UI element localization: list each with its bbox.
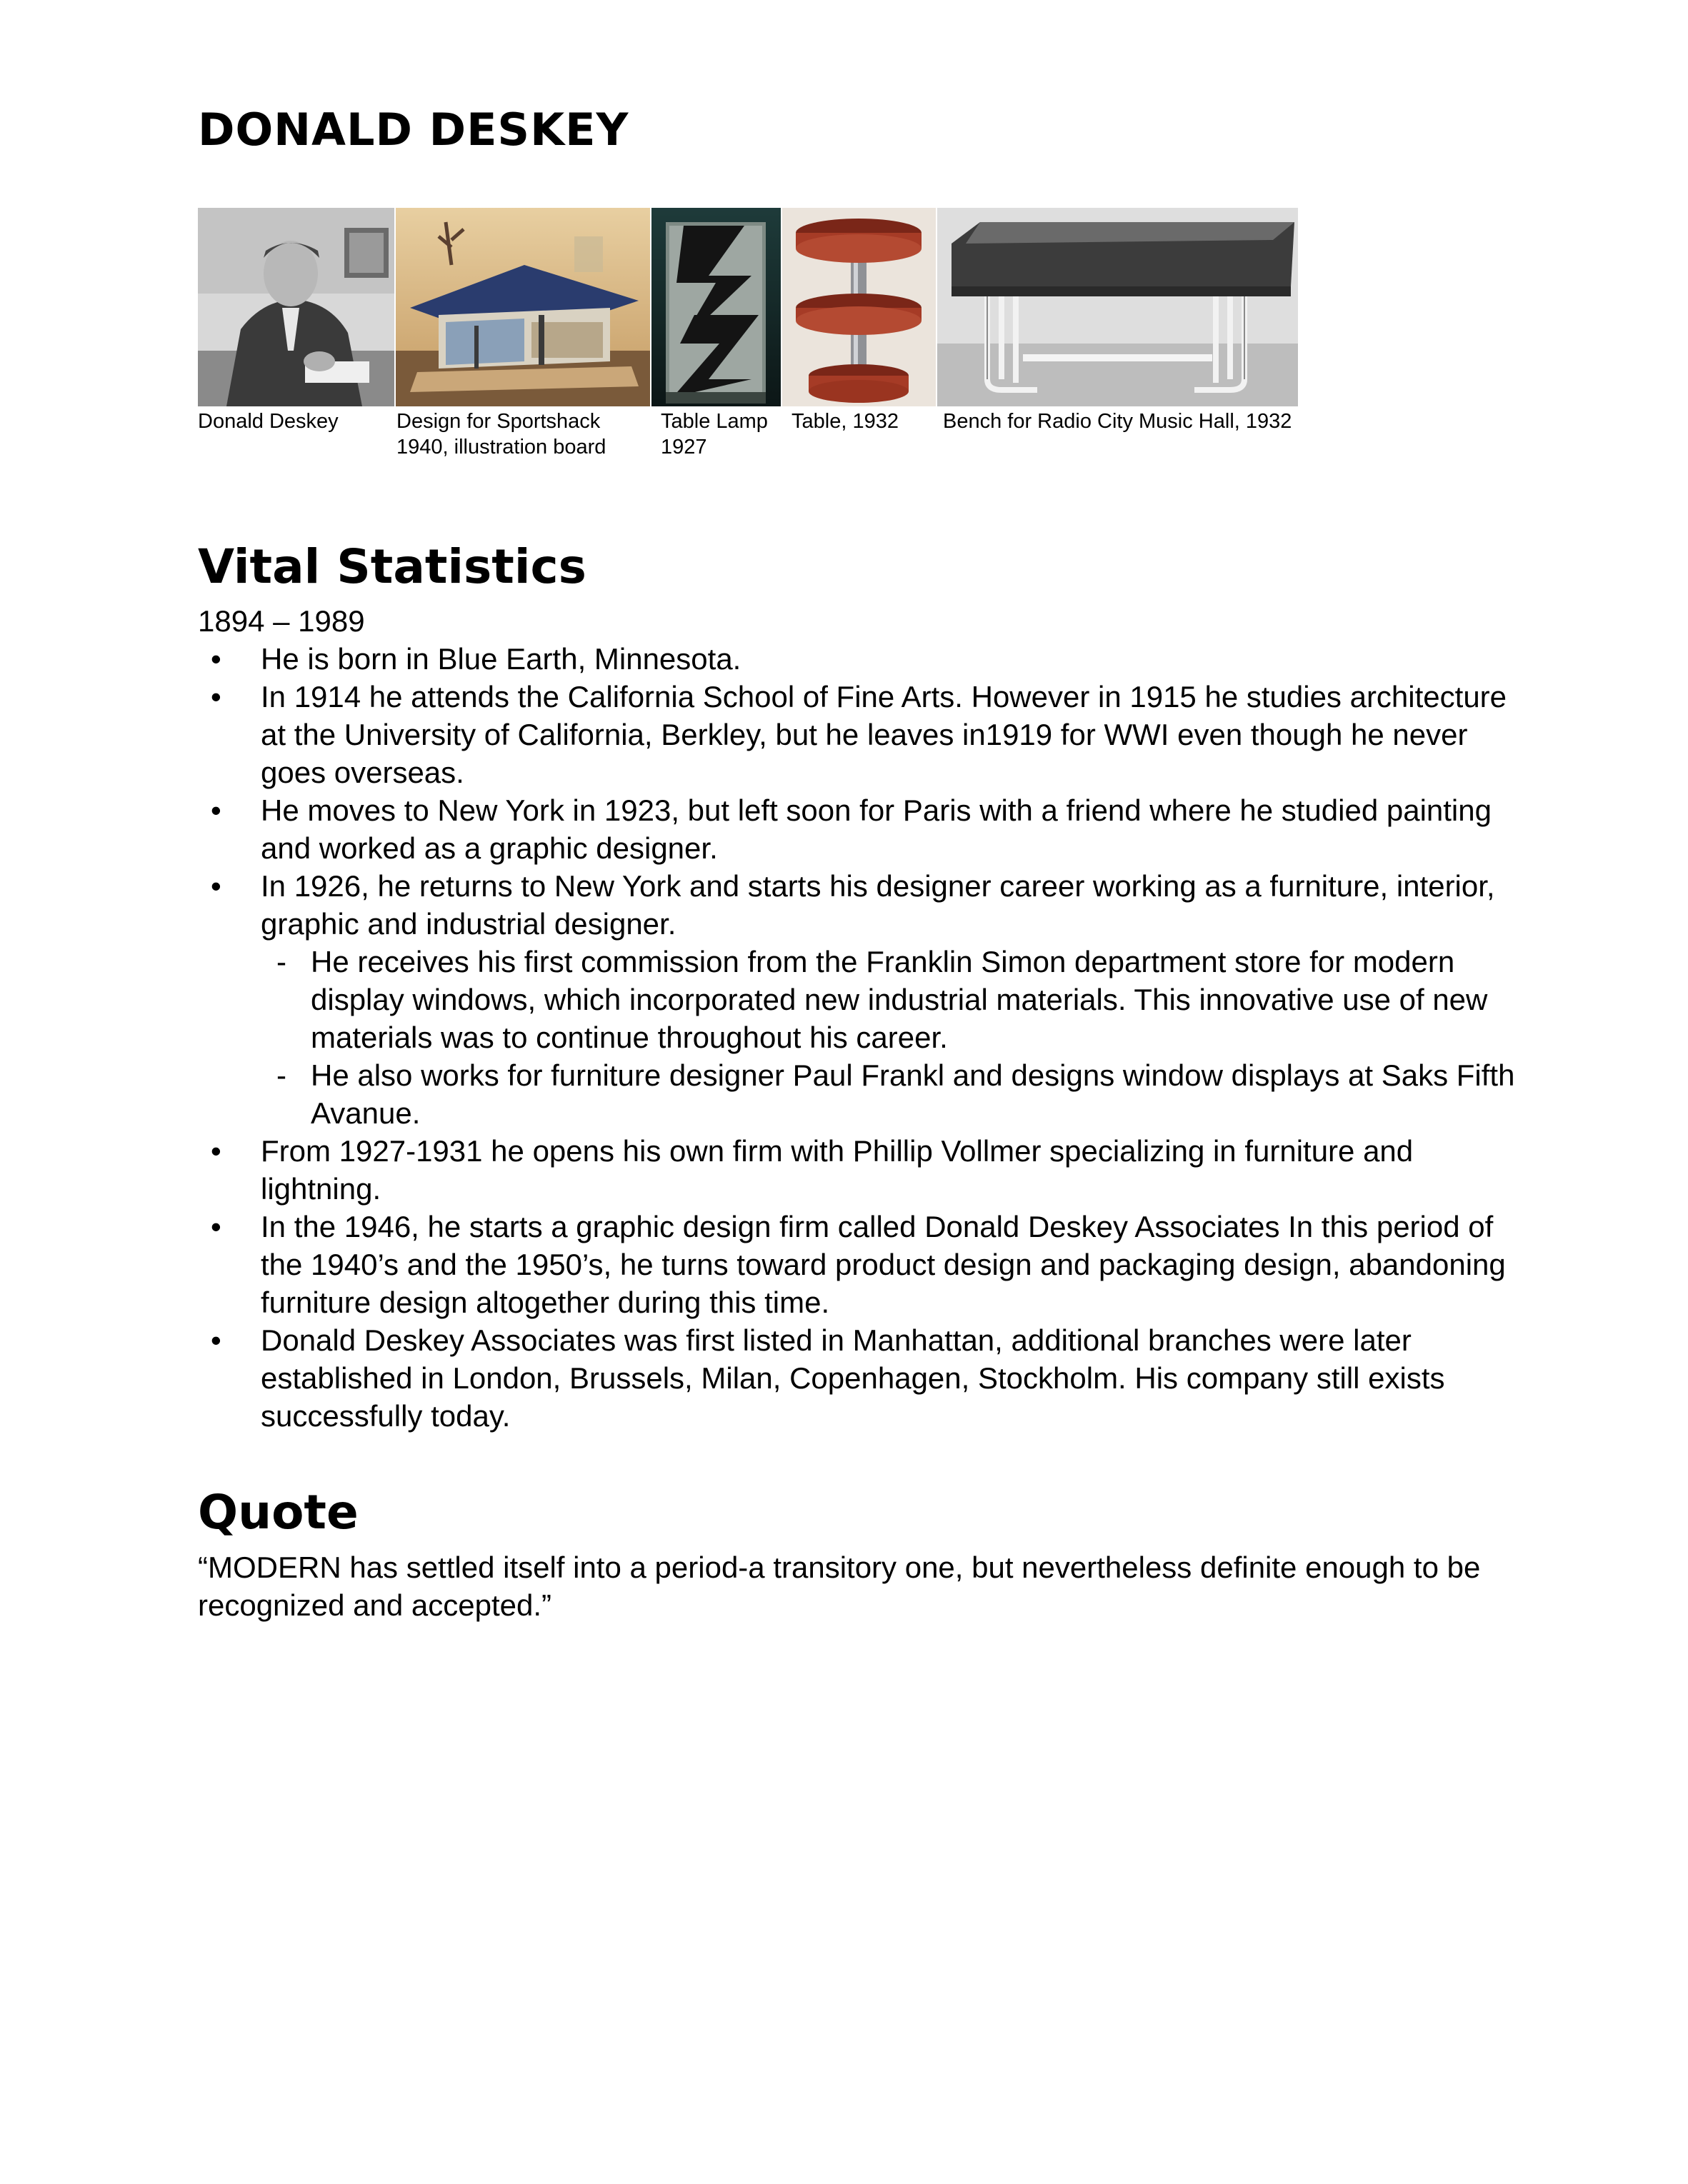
quote-text: “MODERN has settled itself into a period-a transitory one, but nevertheless definite enough to be recognized and accepted.”	[198, 1551, 1481, 1622]
caption-sportshack: Design for Sportshack 1940, illustration board	[396, 410, 606, 459]
list-item: • Donald Deskey Associates was first listed in Manhattan, additional branches were later established in London, Brussels, Milan, Copenhagen, Stockholm. His company still exists successfully today.	[198, 1321, 1527, 1435]
bench-photo	[937, 208, 1298, 406]
sub-list-item: - He receives his first commission from the Franklin Simon department store for modern display windows, which incorporated new industrial materials. This innovative use of new materials was to continue throughout his career.	[198, 943, 1527, 1056]
bullet-icon: •	[211, 1323, 221, 1357]
portrait-photo	[198, 208, 394, 406]
photo-strip	[198, 208, 1298, 406]
bullet-icon: •	[211, 1210, 221, 1243]
caption-table-lamp: Table Lamp 1927	[661, 410, 768, 459]
table-lamp-photo	[651, 208, 781, 406]
bullet-icon: •	[211, 1134, 221, 1168]
list-item: • He moves to New York in 1923, but left soon for Paris with a friend where he studied painting and worked as a graphic designer.	[198, 791, 1527, 867]
caption-table: Table, 1932	[791, 410, 899, 433]
list-item: • In 1914 he attends the California School of Fine Arts. However in 1915 he studies architecture at the University of California, Berkley, but he leaves in1919 for WWI even though he never goes overseas.	[198, 678, 1527, 791]
table-photo	[782, 208, 936, 406]
list-item: • He is born in Blue Earth, Minnesota.	[198, 640, 1527, 678]
page-title: DONALD DESKEY	[198, 104, 629, 156]
sub-list-item: - He also works for furniture designer Paul Frankl and designs window displays at Saks Fifth Avanue.	[198, 1056, 1527, 1132]
list-item: • From 1927-1931 he opens his own firm with Phillip Vollmer specializing in furniture and lightning.	[198, 1132, 1527, 1208]
bullet-icon: •	[211, 680, 221, 713]
quote-heading: Quote	[198, 1485, 359, 1540]
list-item: • In 1926, he returns to New York and starts his designer career working as a furniture, interior, graphic and industrial designer. - He receives his first commission from the Franklin Simon department store for modern display windows, which incorporated new industrial materials. This innovative use of new materials was to continue throughout his career. - He also works for furniture designer Paul Frankl and designs window displays at Saks Fifth Avanue.	[198, 867, 1527, 1132]
vital-statistics-heading: Vital Statistics	[198, 539, 586, 594]
sub-list	[261, 943, 1527, 1132]
bullet-icon: •	[211, 869, 221, 903]
life-years: 1894 – 1989	[198, 604, 365, 638]
dash-icon: -	[276, 945, 286, 978]
bullet-icon: •	[211, 642, 221, 676]
vital-statistics-list	[198, 640, 1527, 1435]
sportshack-illustration	[396, 208, 650, 406]
caption-portrait: Donald Deskey	[198, 410, 339, 433]
dash-icon: -	[276, 1058, 286, 1092]
caption-bench: Bench for Radio City Music Hall, 1932	[943, 410, 1292, 433]
bullet-icon: •	[211, 793, 221, 827]
list-item: • In the 1946, he starts a graphic design firm called Donald Deskey Associates In this period of the 1940’s and the 1950’s, he turns toward product design and packaging design, abandoning furniture design altogether during this time.	[198, 1208, 1527, 1321]
